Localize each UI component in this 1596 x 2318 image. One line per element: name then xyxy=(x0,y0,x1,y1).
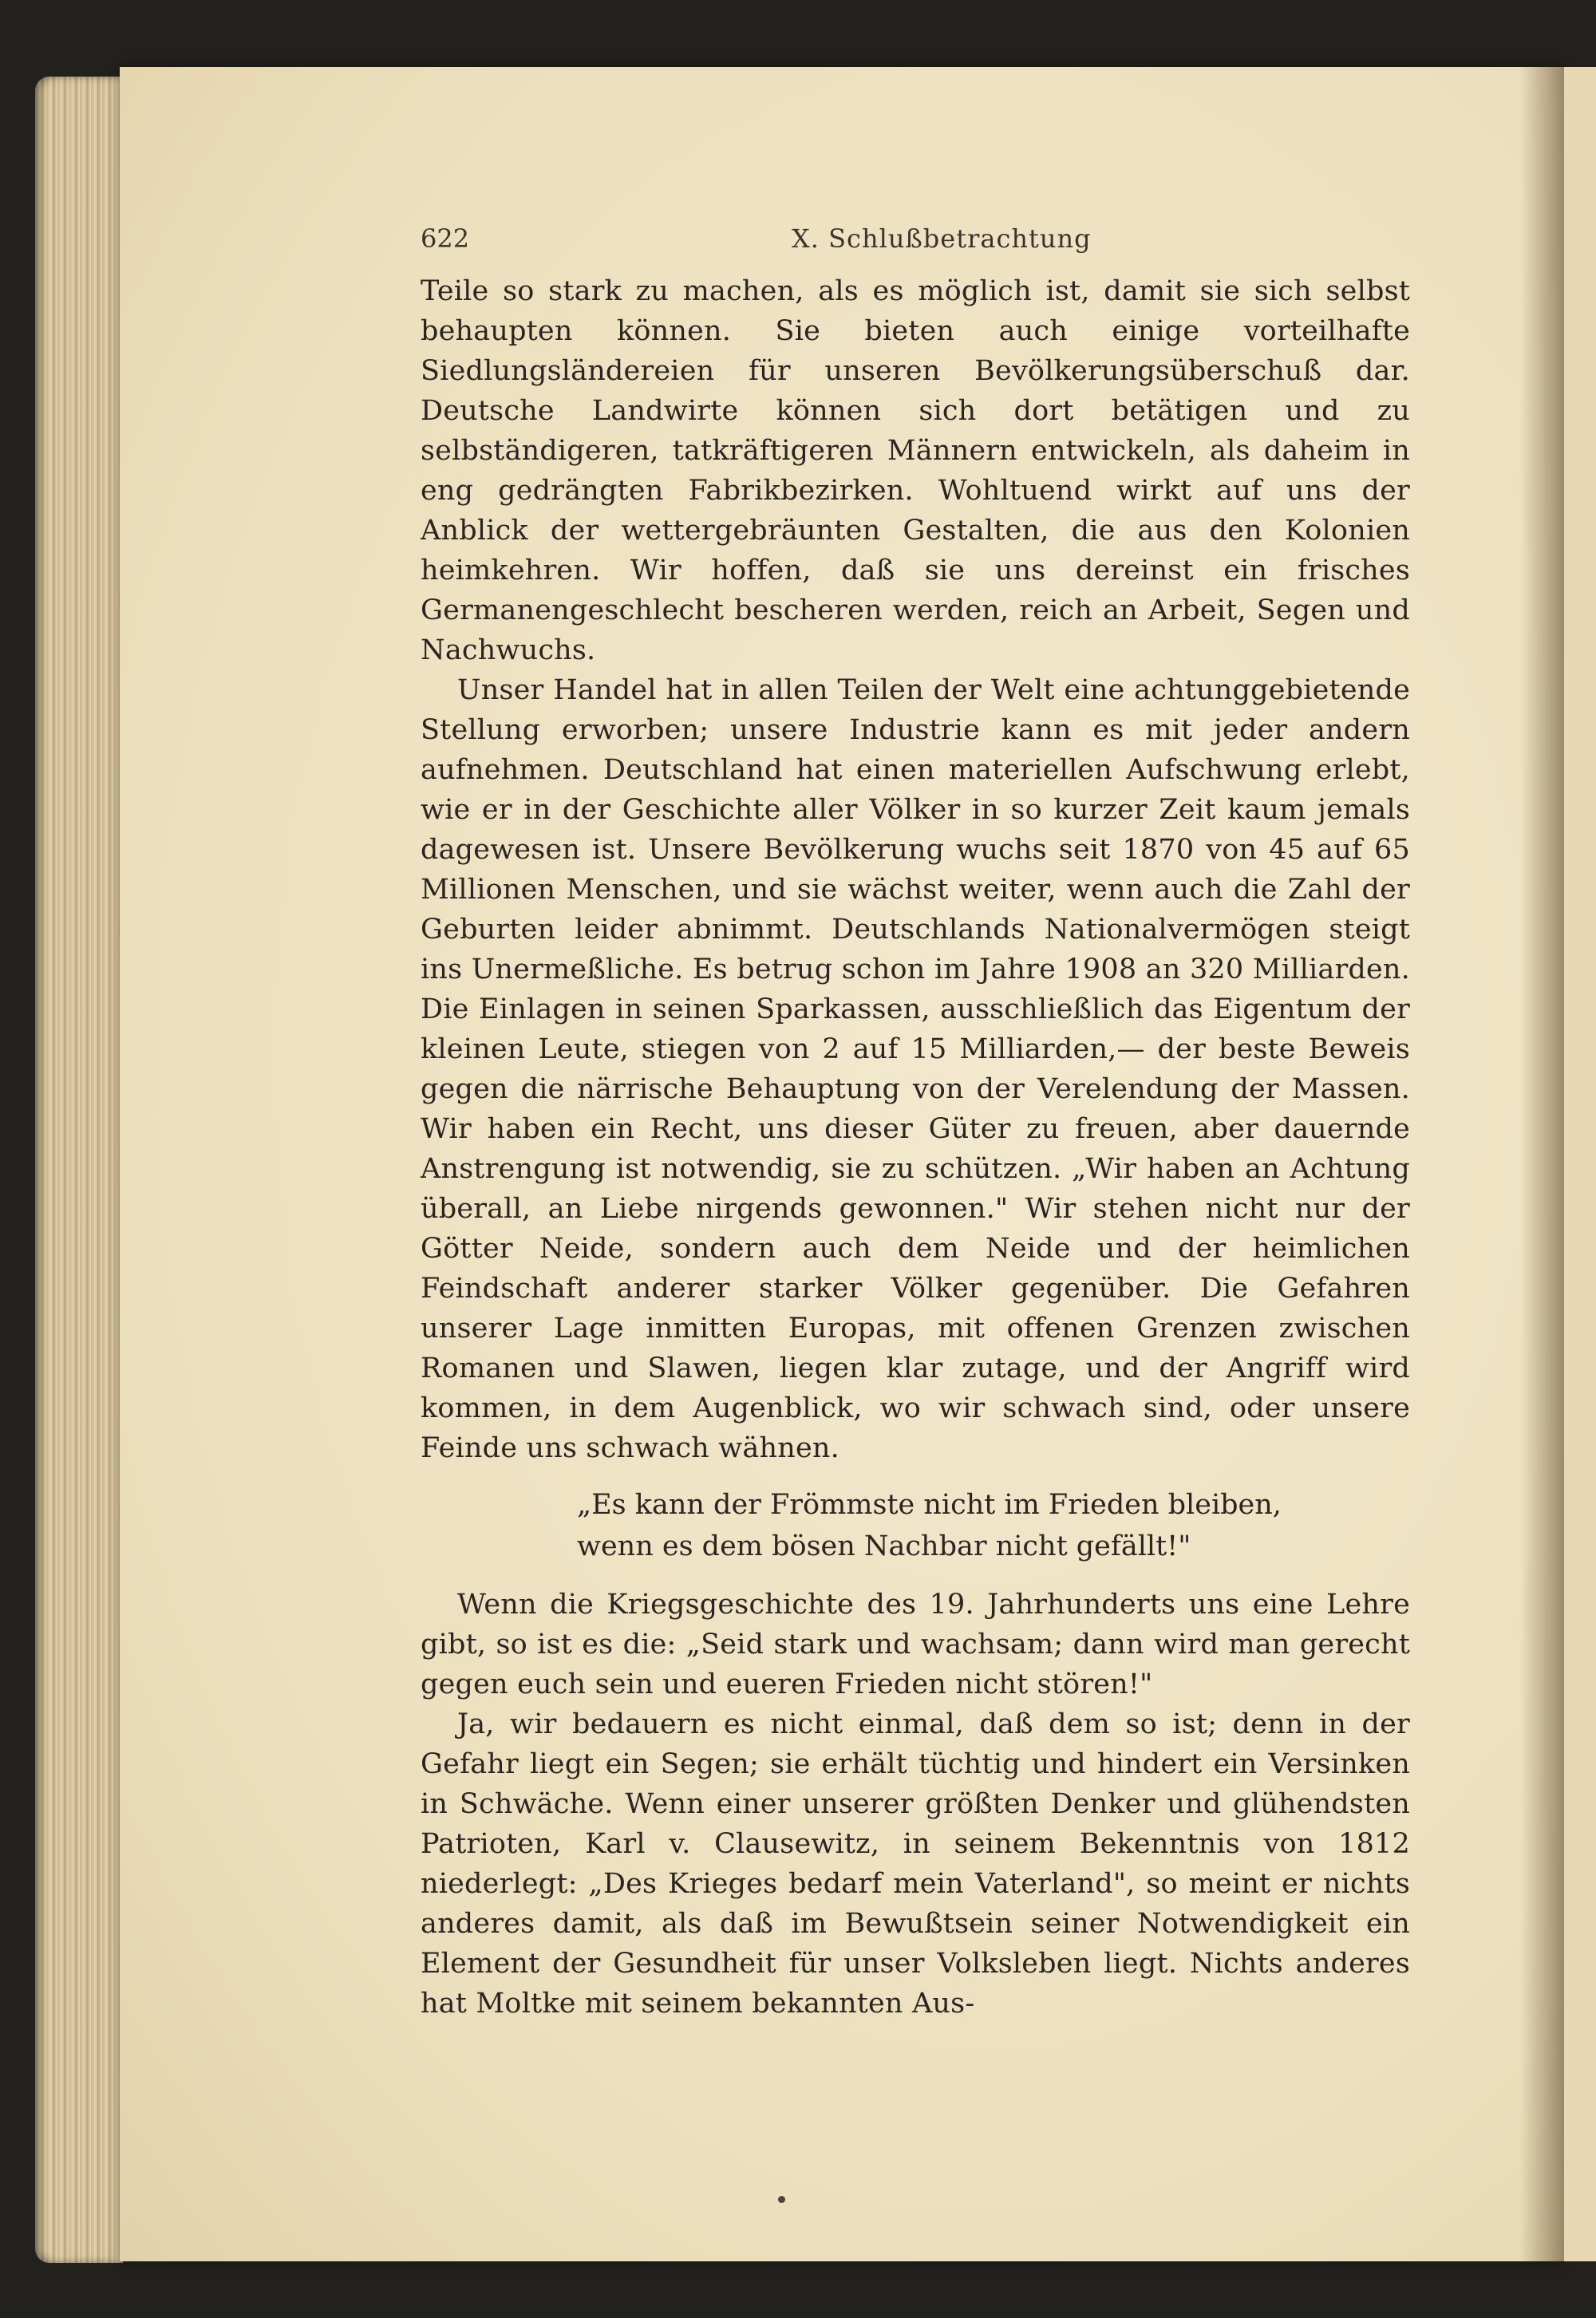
printers-dot xyxy=(778,2196,785,2203)
page-number: 622 xyxy=(421,223,470,254)
paragraph: Ja, wir bedauern es nicht einmal, daß dem so ist; denn in der Gefahr liegt ein Segen; sie erhält tüchtig und hindert ein Versinken in Schwäche. Wenn einer unserer größten Denker und glühendsten Patrioten, Karl v. Clausewitz, in seinem Bekenntnis von 1812 niederlegt: „Des Krieges bedarf mein Vaterland", so meint er nichts anderes damit, als daß im Bewußtsein seiner Notwendigkeit ein Element der Gesundheit für unser Volksleben liegt. Nichts anderes hat Moltke mit seinem bekannten Aus- xyxy=(421,1708,1410,2020)
verse-line: „Es kann der Frömmste nicht im Frieden bleiben, xyxy=(577,1489,1282,1521)
paragraph: Teile so stark zu machen, als es möglich ist, damit sie sich selbst behaupten können. Sie bieten auch einige vorteilhafte Siedlungsländereien für unseren Bevölkerungsüberschuß dar. Deutsche Landwirte können sich dort betätigen und zu selbständigeren, tatkräftigeren Männern entwickeln, als daheim in eng gedrängten Fabrikbezirken. Wohltuend wirkt auf uns der Anblick der wettergebräunten Gestalten, die aus den Kolonien heimkehren. Wir hoffen, daß sie uns dereinst ein frisches Germanengeschlecht bescheren werden, reich an Arbeit, Segen und Nachwuchs. xyxy=(421,275,1410,666)
paragraph: Unser Handel hat in allen Teilen der Welt eine achtunggebietende Stellung erworben; unsere Industrie kann es mit jeder andern aufnehmen. Deutschland hat einen materiellen Aufschwung erlebt, wie er in der Geschichte aller Völker in so kurzer Zeit kaum jemals dagewesen ist. Unsere Bevölkerung wuchs seit 1870 von 45 auf 65 Millionen Menschen, und sie wächst weiter, wenn auch die Zahl der Geburten leider abnimmt. Deutschlands Nationalvermögen steigt ins Unermeßliche. Es betrug schon im Jahre 1908 an 320 Milliarden. Die Einlagen in seinen Sparkassen, ausschließlich das Eigentum der kleinen Leute, stiegen von 2 auf 15 Milliarden,— der beste Beweis gegen die närrische Behauptung von der Verelendung der Massen. Wir haben ein Recht, uns dieser Güter zu freuen, aber dauernde Anstrengung ist notwendig, sie zu schützen. „Wir haben an Achtung überall, an Liebe nirgends gewonnen." Wir stehen nicht nur der Götter Neide, sondern auch dem Neide und der heimlichen Feindschaft anderer starker Völker gegenüber. Die Gefahren unserer Lage inmitten Europas, mit offenen Grenzen zwischen Romanen und Slawen, liegen klar zutage, und der Angriff wird kommen, in dem Augenblick, wo wir schwach sind, oder unsere Feinde uns schwach wähnen. xyxy=(421,674,1410,1464)
page-text-block xyxy=(421,223,1410,2024)
facing-page-edge xyxy=(1564,67,1596,2261)
verse-line: wenn es dem bösen Nachbar nicht gefällt!" xyxy=(577,1530,1191,1562)
body-text xyxy=(421,271,1410,2024)
page-header xyxy=(421,223,1410,271)
paragraph: Wenn die Kriegsgeschichte des 19. Jahrhunderts uns eine Lehre gibt, so ist es die: „Seid stark und wachsam; dann wird man gerecht gegen euch sein und eueren Frieden nicht stören!" xyxy=(421,1589,1410,1700)
verse-quote xyxy=(577,1484,1410,1567)
book-page-edges xyxy=(35,77,123,2263)
running-title: X. Schlußbetrachtung xyxy=(792,223,1092,254)
